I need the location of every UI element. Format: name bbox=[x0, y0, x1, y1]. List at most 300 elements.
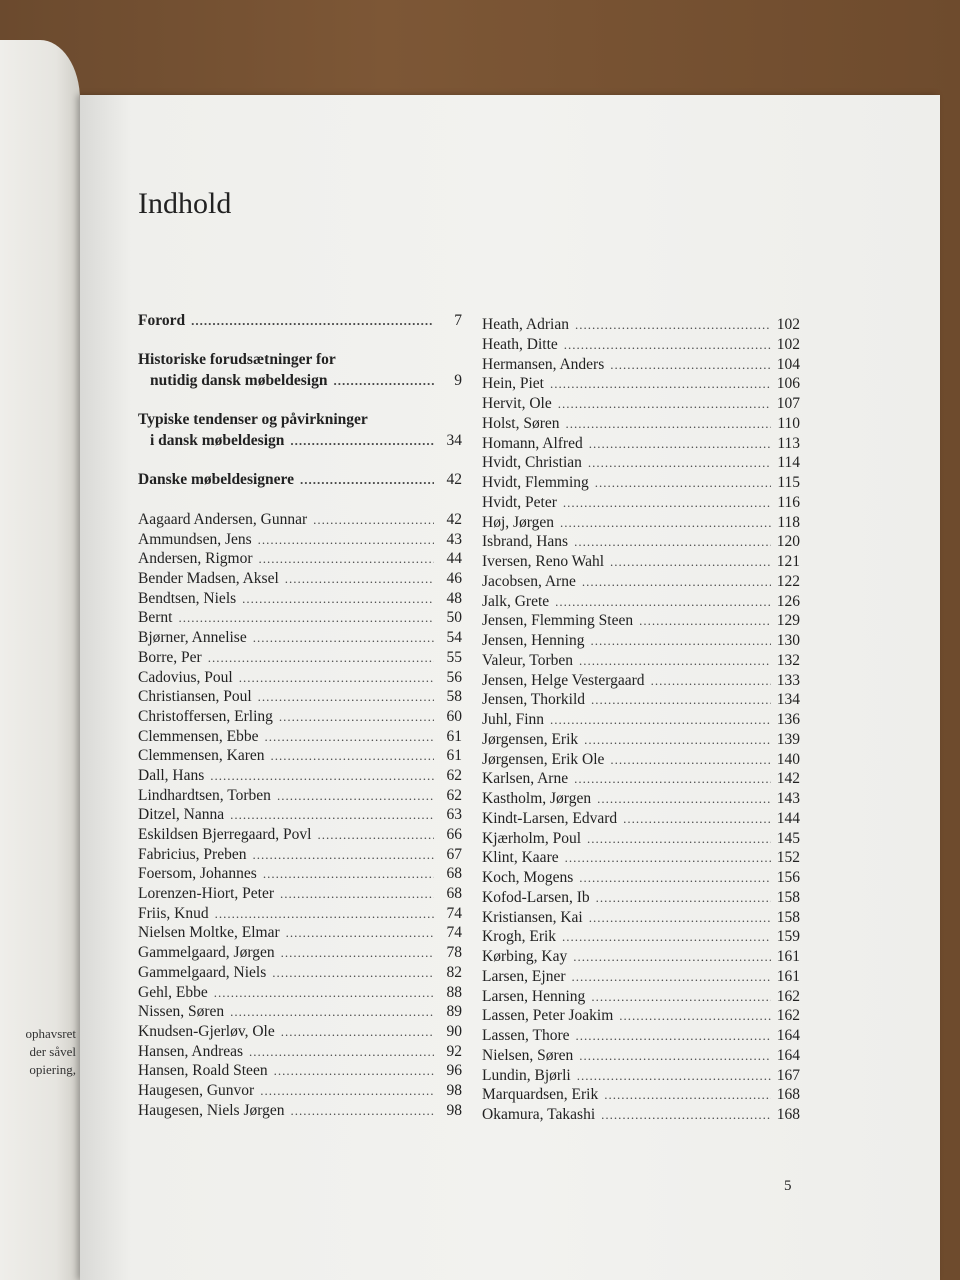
dot-leader bbox=[242, 589, 434, 609]
designer-page: 158 bbox=[776, 888, 800, 906]
designer-entry bbox=[482, 927, 800, 947]
designer-name: Hansen, Roald Steen bbox=[138, 1062, 268, 1080]
dot-leader bbox=[555, 592, 771, 612]
designer-entry bbox=[138, 1022, 462, 1042]
designer-entry bbox=[482, 434, 800, 454]
designer-entry bbox=[482, 829, 800, 849]
dot-leader bbox=[610, 355, 771, 375]
designer-name: Lassen, Thore bbox=[482, 1027, 570, 1044]
entry-page: 7 bbox=[454, 312, 462, 329]
designer-page: 121 bbox=[776, 553, 800, 570]
designer-name: Kastholm, Jørgen bbox=[482, 790, 592, 807]
designer-page: 55 bbox=[446, 648, 462, 666]
designer-name: Jacobsen, Arne bbox=[482, 572, 576, 590]
designer-list-left bbox=[138, 510, 462, 1120]
designer-page: 50 bbox=[446, 609, 462, 627]
designer-page: 161 bbox=[776, 948, 800, 965]
designer-entry bbox=[138, 864, 462, 884]
designer-entry bbox=[482, 394, 800, 414]
designer-page: 68 bbox=[446, 865, 462, 883]
dot-leader bbox=[249, 1042, 434, 1062]
designer-page: 143 bbox=[776, 790, 800, 807]
dot-leader bbox=[576, 1026, 771, 1046]
designer-entry bbox=[138, 648, 462, 668]
designer-entry bbox=[482, 908, 800, 928]
designer-page: 96 bbox=[446, 1062, 462, 1080]
designer-name: Gammelgaard, Niels bbox=[138, 963, 267, 981]
designer-name: Koch, Mogens bbox=[482, 869, 574, 886]
designer-name: Christiansen, Poul bbox=[138, 688, 252, 706]
designer-name: Lorenzen-Hiort, Peter bbox=[138, 885, 274, 903]
dot-leader bbox=[210, 766, 434, 786]
designer-name: Jørgensen, Erik Ole bbox=[482, 750, 605, 768]
designer-page: 139 bbox=[776, 730, 800, 748]
designer-page: 74 bbox=[446, 924, 462, 942]
entry-page: 42 bbox=[446, 471, 462, 488]
designer-page: 98 bbox=[446, 1081, 462, 1099]
designer-page: 62 bbox=[446, 766, 462, 784]
contents-page bbox=[80, 95, 940, 1280]
facing-page-line: opiering, bbox=[29, 1062, 76, 1077]
designer-entry bbox=[138, 825, 462, 845]
designer-entry bbox=[138, 549, 462, 569]
page-title: Indhold bbox=[138, 187, 232, 220]
designer-name: Haugesen, Niels Jørgen bbox=[138, 1101, 285, 1119]
designer-name: Hansen, Andreas bbox=[138, 1042, 244, 1060]
designer-name: Christoffersen, Erling bbox=[138, 707, 273, 725]
dot-leader bbox=[588, 453, 771, 473]
designer-name: Jensen, Flemming Steen bbox=[482, 612, 634, 630]
designer-entry bbox=[138, 904, 462, 924]
dot-leader bbox=[651, 671, 771, 691]
designer-name: Holst, Søren bbox=[482, 414, 560, 432]
dot-leader bbox=[253, 628, 434, 648]
designer-page: 159 bbox=[776, 928, 800, 946]
dot-leader bbox=[595, 473, 772, 493]
dot-leader bbox=[285, 569, 434, 589]
designer-page: 48 bbox=[446, 589, 462, 607]
designer-list-right bbox=[482, 315, 800, 1125]
entry-title: Danske møbeldesignere bbox=[138, 471, 295, 488]
designer-page: 140 bbox=[776, 750, 800, 768]
designer-name: Kjærholm, Poul bbox=[482, 829, 582, 847]
dot-leader bbox=[286, 923, 434, 943]
designer-entry bbox=[482, 631, 800, 651]
designer-entry bbox=[138, 628, 462, 648]
dot-leader bbox=[265, 727, 434, 747]
designer-page: 158 bbox=[776, 908, 800, 926]
facing-page-edge bbox=[0, 40, 80, 1280]
designer-entry bbox=[482, 987, 800, 1007]
designer-entry bbox=[138, 884, 462, 904]
facing-page-line: der såvel bbox=[29, 1044, 76, 1059]
designer-entry bbox=[482, 888, 800, 908]
designer-page: 168 bbox=[776, 1106, 800, 1123]
toc-right-column bbox=[482, 315, 800, 1125]
dot-leader bbox=[619, 1006, 770, 1026]
designer-name: Larsen, Henning bbox=[482, 987, 586, 1005]
designer-entry bbox=[138, 805, 462, 825]
toc-section-historiske bbox=[138, 349, 462, 391]
dot-leader bbox=[258, 687, 434, 707]
dot-leader bbox=[252, 845, 434, 865]
designer-entry bbox=[138, 766, 462, 786]
dot-leader bbox=[584, 730, 771, 750]
designer-page: 67 bbox=[446, 845, 462, 863]
dot-leader bbox=[597, 789, 771, 809]
designer-entry bbox=[482, 1105, 800, 1125]
designer-name: Juhl, Finn bbox=[482, 711, 545, 728]
dot-leader bbox=[258, 530, 434, 550]
designer-name: Borre, Per bbox=[138, 648, 202, 666]
designer-name: Hvidt, Peter bbox=[482, 493, 557, 511]
designer-name: Isbrand, Hans bbox=[482, 533, 569, 551]
dot-leader bbox=[589, 908, 771, 928]
dot-leader bbox=[587, 829, 771, 849]
designer-page: 115 bbox=[777, 474, 800, 491]
designer-name: Kristiansen, Kai bbox=[482, 908, 583, 926]
designer-name: Hein, Piet bbox=[482, 375, 544, 393]
designer-page: 43 bbox=[446, 530, 462, 548]
facing-page-text bbox=[0, 1025, 80, 1079]
designer-entry bbox=[482, 1026, 800, 1046]
designer-entry bbox=[482, 750, 800, 770]
designer-entry bbox=[138, 687, 462, 707]
designer-entry bbox=[138, 569, 462, 589]
dot-leader bbox=[230, 805, 434, 825]
designer-entry bbox=[138, 786, 462, 806]
designer-entry bbox=[482, 868, 800, 888]
dot-leader bbox=[566, 414, 772, 434]
designer-name: Kørbing, Kay bbox=[482, 948, 568, 965]
toc-section-danske bbox=[138, 469, 462, 490]
designer-name: Ditzel, Nanna bbox=[138, 806, 225, 824]
dot-leader bbox=[577, 1066, 771, 1086]
toc-entry bbox=[138, 310, 462, 331]
designer-page: 145 bbox=[776, 829, 800, 847]
dot-leader bbox=[214, 983, 434, 1003]
designer-page: 152 bbox=[776, 849, 800, 867]
designer-name: Heath, Adrian bbox=[482, 316, 569, 333]
designer-entry bbox=[482, 453, 800, 473]
designer-entry bbox=[482, 335, 800, 355]
dot-leader bbox=[610, 552, 771, 572]
dot-leader bbox=[564, 335, 771, 355]
facing-page-line: ophavsret bbox=[25, 1026, 76, 1041]
designer-page: 122 bbox=[776, 572, 800, 590]
dot-leader bbox=[589, 434, 772, 454]
designer-page: 58 bbox=[446, 688, 462, 706]
designer-page: 162 bbox=[776, 1007, 800, 1025]
designer-page: 63 bbox=[446, 806, 462, 824]
designer-page: 161 bbox=[776, 967, 800, 985]
dot-leader bbox=[291, 1101, 434, 1121]
designer-page: 82 bbox=[446, 963, 462, 981]
designer-page: 88 bbox=[446, 983, 462, 1001]
designer-name: Nissen, Søren bbox=[138, 1003, 225, 1021]
designer-entry bbox=[138, 589, 462, 609]
dot-leader bbox=[313, 510, 434, 530]
designer-page: 107 bbox=[776, 395, 800, 412]
designer-name: Clemmensen, Ebbe bbox=[138, 727, 259, 745]
dot-leader bbox=[281, 1022, 434, 1042]
designer-entry bbox=[482, 592, 800, 612]
designer-entry bbox=[482, 1066, 800, 1086]
dot-leader bbox=[191, 310, 434, 331]
dot-leader bbox=[610, 750, 770, 770]
designer-entry bbox=[482, 730, 800, 750]
designer-entry bbox=[482, 611, 800, 631]
designer-entry bbox=[482, 651, 800, 671]
designer-page: 113 bbox=[777, 434, 800, 452]
designer-name: Knudsen-Gjerløv, Ole bbox=[138, 1022, 275, 1040]
designer-page: 126 bbox=[776, 592, 800, 610]
designer-page: 89 bbox=[446, 1003, 462, 1021]
designer-entry bbox=[138, 1081, 462, 1101]
designer-name: Jensen, Helge Vestergaard bbox=[482, 671, 645, 689]
designer-entry bbox=[482, 532, 800, 552]
designer-page: 114 bbox=[777, 454, 800, 472]
dot-leader bbox=[601, 1105, 771, 1125]
designer-name: Hvidt, Christian bbox=[482, 454, 582, 472]
designer-entry bbox=[482, 789, 800, 809]
designer-entry bbox=[138, 530, 462, 550]
designer-page: 162 bbox=[776, 987, 800, 1005]
designer-name: Iversen, Reno Wahl bbox=[482, 553, 605, 570]
dot-leader bbox=[574, 532, 771, 552]
dot-leader bbox=[582, 572, 771, 592]
dot-leader bbox=[333, 370, 434, 391]
designer-name: Kofod-Larsen, Ib bbox=[482, 888, 590, 906]
designer-page: 168 bbox=[776, 1086, 800, 1104]
designer-page: 92 bbox=[446, 1042, 462, 1060]
entry-page: 9 bbox=[454, 372, 462, 389]
designer-entry bbox=[482, 1046, 800, 1066]
designer-name: Marquardsen, Erik bbox=[482, 1086, 599, 1104]
designer-entry bbox=[482, 690, 800, 710]
entry-title-line: Typiske tendenser og påvirkninger bbox=[138, 411, 368, 428]
dot-leader bbox=[260, 1081, 434, 1101]
designer-entry bbox=[482, 414, 800, 434]
entry-title-line: Historiske forudsætninger for bbox=[138, 351, 336, 368]
designer-name: Eskildsen Bjerregaard, Povl bbox=[138, 826, 312, 843]
designer-entry bbox=[482, 809, 800, 829]
dot-leader bbox=[596, 888, 771, 908]
designer-page: 156 bbox=[776, 869, 800, 886]
designer-page: 61 bbox=[446, 727, 462, 745]
designer-name: Heath, Ditte bbox=[482, 335, 558, 353]
designer-entry bbox=[138, 746, 462, 766]
designer-entry bbox=[138, 668, 462, 688]
designer-name: Lassen, Peter Joakim bbox=[482, 1007, 614, 1025]
designer-name: Homann, Alfred bbox=[482, 434, 583, 452]
designer-page: 44 bbox=[446, 550, 462, 568]
designer-name: Høj, Jørgen bbox=[482, 513, 555, 531]
designer-name: Andersen, Rigmor bbox=[138, 550, 253, 568]
designer-name: Nielsen Moltke, Elmar bbox=[138, 924, 280, 942]
dot-leader bbox=[290, 430, 434, 451]
designer-name: Hervit, Ole bbox=[482, 395, 552, 412]
designer-name: Kindt-Larsen, Edvard bbox=[482, 809, 618, 827]
designer-entry bbox=[482, 315, 800, 335]
dot-leader bbox=[208, 648, 434, 668]
designer-page: 144 bbox=[776, 809, 800, 827]
designer-page: 54 bbox=[446, 629, 462, 647]
dot-leader bbox=[263, 864, 434, 884]
designer-page: 102 bbox=[776, 335, 800, 353]
designer-page: 102 bbox=[776, 316, 800, 333]
designer-page: 129 bbox=[776, 612, 800, 630]
designer-page: 106 bbox=[776, 375, 800, 393]
designer-entry bbox=[482, 967, 800, 987]
dot-leader bbox=[562, 927, 771, 947]
dot-leader bbox=[259, 549, 434, 569]
designer-entry bbox=[138, 1002, 462, 1022]
designer-entry bbox=[482, 493, 800, 513]
designer-entry bbox=[138, 510, 462, 530]
dot-leader bbox=[272, 963, 434, 983]
designer-entry bbox=[482, 769, 800, 789]
dot-leader bbox=[573, 947, 771, 967]
designer-page: 116 bbox=[777, 493, 800, 511]
designer-page: 90 bbox=[446, 1022, 462, 1040]
toc-section-forord bbox=[138, 310, 462, 331]
dot-leader bbox=[565, 848, 771, 868]
designer-name: Hvidt, Flemming bbox=[482, 474, 589, 491]
dot-leader bbox=[639, 611, 771, 631]
designer-name: Lundin, Bjørli bbox=[482, 1066, 571, 1084]
dot-leader bbox=[239, 668, 434, 688]
designer-entry bbox=[482, 848, 800, 868]
designer-name: Jørgensen, Erik bbox=[482, 730, 579, 748]
dot-leader bbox=[574, 769, 771, 789]
designer-name: Nielsen, Søren bbox=[482, 1046, 574, 1064]
designer-name: Larsen, Ejner bbox=[482, 967, 566, 985]
toc-entry bbox=[138, 370, 462, 391]
dot-leader bbox=[280, 884, 434, 904]
dot-leader bbox=[178, 608, 434, 628]
dot-leader bbox=[623, 809, 771, 829]
designer-name: Klint, Kaare bbox=[482, 849, 559, 867]
designer-page: 62 bbox=[446, 786, 462, 804]
designer-entry bbox=[138, 963, 462, 983]
dot-leader bbox=[274, 1061, 434, 1081]
designer-page: 61 bbox=[446, 747, 462, 765]
designer-entry bbox=[138, 923, 462, 943]
designer-entry bbox=[482, 1085, 800, 1105]
designer-entry bbox=[138, 1101, 462, 1121]
designer-name: Haugesen, Gunvor bbox=[138, 1081, 255, 1099]
designer-name: Dall, Hans bbox=[138, 766, 205, 784]
designer-entry bbox=[138, 983, 462, 1003]
designer-name: Cadovius, Poul bbox=[138, 668, 233, 686]
designer-entry bbox=[138, 1042, 462, 1062]
entry-title: nutidig dansk møbeldesign bbox=[150, 372, 328, 389]
dot-leader bbox=[317, 825, 434, 845]
dot-leader bbox=[550, 710, 771, 730]
dot-leader bbox=[579, 651, 771, 671]
dot-leader bbox=[550, 374, 771, 394]
designer-name: Clemmensen, Karen bbox=[138, 747, 265, 765]
designer-name: Jalk, Grete bbox=[482, 592, 550, 610]
designer-entry bbox=[482, 473, 800, 493]
designer-entry bbox=[482, 1006, 800, 1026]
designer-name: Valeur, Torben bbox=[482, 651, 573, 669]
toc-entry bbox=[138, 430, 462, 451]
designer-entry bbox=[138, 1061, 462, 1081]
designer-name: Bjørner, Annelise bbox=[138, 629, 247, 647]
dot-leader bbox=[215, 904, 434, 924]
designer-entry bbox=[138, 608, 462, 628]
designer-name: Foersom, Johannes bbox=[138, 865, 257, 883]
designer-page: 78 bbox=[446, 944, 462, 962]
designer-entry bbox=[482, 355, 800, 375]
designer-name: Bendtsen, Niels bbox=[138, 589, 237, 607]
designer-page: 66 bbox=[446, 826, 462, 843]
dot-leader bbox=[281, 943, 434, 963]
designer-page: 98 bbox=[446, 1101, 462, 1119]
designer-page: 120 bbox=[776, 533, 800, 551]
designer-name: Okamura, Takashi bbox=[482, 1106, 596, 1123]
designer-entry bbox=[482, 513, 800, 533]
dot-leader bbox=[563, 493, 771, 513]
designer-name: Fabricius, Preben bbox=[138, 845, 247, 863]
entry-title: i dansk møbeldesign bbox=[150, 432, 285, 449]
designer-name: Gammelgaard, Jørgen bbox=[138, 944, 275, 962]
designer-name: Bernt bbox=[138, 609, 173, 627]
designer-page: 118 bbox=[777, 513, 800, 531]
designer-entry bbox=[138, 943, 462, 963]
designer-name: Aagaard Andersen, Gunnar bbox=[138, 511, 308, 528]
designer-page: 56 bbox=[446, 668, 462, 686]
designer-name: Krogh, Erik bbox=[482, 928, 557, 946]
designer-name: Karlsen, Arne bbox=[482, 770, 569, 788]
dot-leader bbox=[579, 1046, 770, 1066]
designer-page: 134 bbox=[776, 691, 800, 709]
designer-entry bbox=[138, 845, 462, 865]
dot-leader bbox=[271, 746, 434, 766]
designer-page: 164 bbox=[776, 1046, 800, 1064]
designer-entry bbox=[482, 572, 800, 592]
designer-page: 136 bbox=[776, 711, 800, 728]
designer-name: Gehl, Ebbe bbox=[138, 983, 208, 1001]
designer-page: 130 bbox=[776, 632, 800, 649]
dot-leader bbox=[300, 469, 434, 490]
dot-leader bbox=[591, 690, 771, 710]
designer-page: 68 bbox=[446, 885, 462, 903]
toc-entry bbox=[138, 469, 462, 490]
page-number: 5 bbox=[784, 1178, 792, 1194]
entry-title: Forord bbox=[138, 312, 186, 329]
dot-leader bbox=[579, 868, 770, 888]
designer-name: Lindhardtsen, Torben bbox=[138, 786, 271, 804]
dot-leader bbox=[279, 707, 434, 727]
designer-page: 60 bbox=[446, 707, 462, 725]
designer-entry bbox=[138, 727, 462, 747]
designer-entry bbox=[482, 374, 800, 394]
dot-leader bbox=[230, 1002, 434, 1022]
designer-name: Hermansen, Anders bbox=[482, 355, 605, 373]
dot-leader bbox=[560, 513, 771, 533]
designer-entry bbox=[482, 710, 800, 730]
designer-name: Bender Madsen, Aksel bbox=[138, 570, 279, 588]
designer-page: 46 bbox=[446, 570, 462, 588]
designer-name: Ammundsen, Jens bbox=[138, 530, 252, 548]
designer-page: 167 bbox=[776, 1066, 800, 1084]
designer-entry bbox=[138, 707, 462, 727]
dot-leader bbox=[591, 987, 770, 1007]
designer-page: 164 bbox=[776, 1027, 800, 1044]
